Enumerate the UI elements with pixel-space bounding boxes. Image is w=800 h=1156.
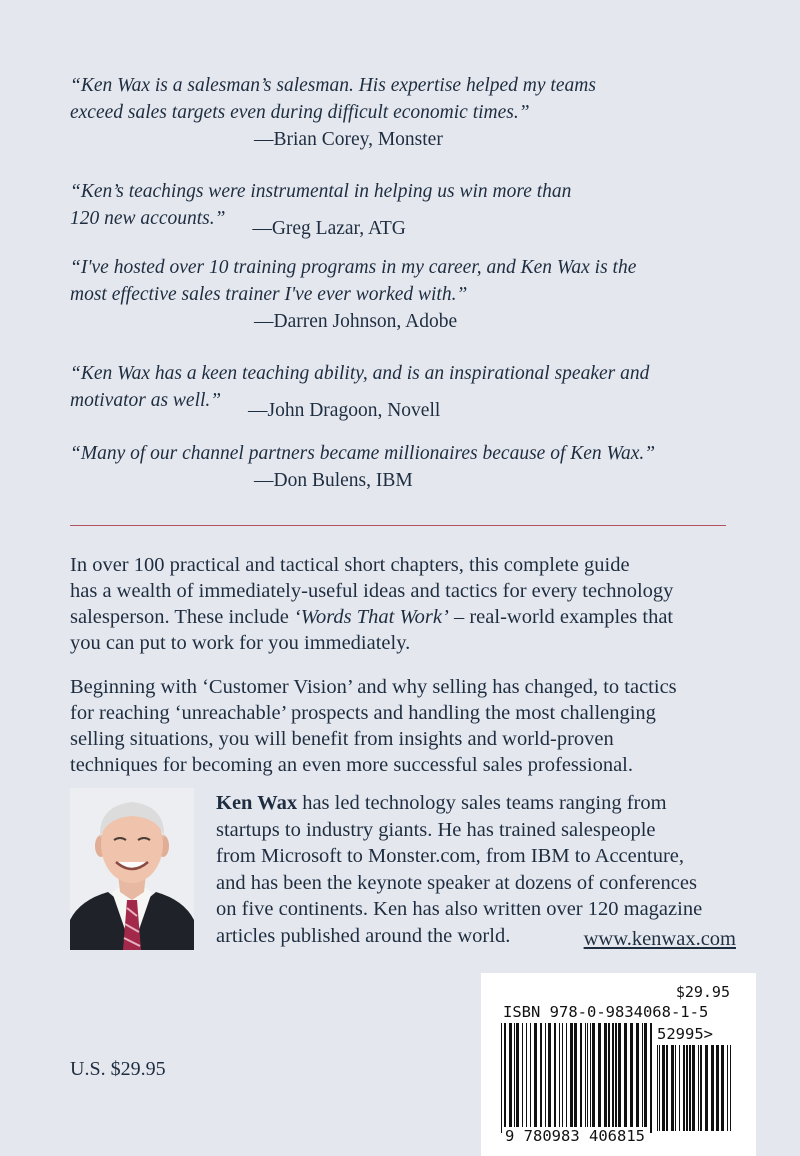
barcode-bar (587, 1023, 588, 1133)
testimonial (70, 254, 730, 335)
barcode-bar (686, 1045, 688, 1131)
barcode-bar (526, 1023, 527, 1133)
barcode-bar (692, 1045, 695, 1131)
description-paragraph: In over 100 practical and tactical short chapters, this complete guide has a wealth of immediately-useful ideas and tactics for every technology salesperson. These include ‘Words That Work’ – real-world examples that you can put to work for you immediately. (70, 554, 674, 654)
divider (70, 525, 726, 526)
author-name: Ken Wax (216, 792, 298, 814)
barcode-bar (716, 1045, 719, 1131)
quote-text: “Ken’s teachings were instrumental in helping us win more than 120 new accounts.” —Greg Lazar, ATG (70, 178, 730, 232)
barcode-bar (711, 1045, 714, 1131)
barcode-price: $29.95 (675, 983, 730, 1001)
barcode-bar (698, 1045, 699, 1131)
testimonial (70, 360, 730, 421)
barcode-bar (705, 1045, 708, 1131)
barcode-bar (721, 1045, 724, 1131)
barcode-bar (590, 1023, 591, 1133)
isbn-number: ISBN 978-0-9834068-1-5 (503, 1003, 709, 1021)
barcode-bar (604, 1023, 607, 1133)
barcode-bar (514, 1023, 515, 1133)
barcode-bar (659, 1045, 660, 1131)
testimonial (70, 440, 730, 494)
author-portrait (70, 788, 194, 950)
quote-text: “I've hosted over 10 training programs in my career, and Ken Wax is the most effective sales trainer I've ever worked with.” (70, 257, 637, 305)
barcode-bar (612, 1023, 614, 1133)
barcode-bar (689, 1045, 691, 1131)
barcode-digits: 9 780983 406815 (505, 1127, 645, 1145)
barcode-bar (509, 1023, 512, 1133)
barcode-bar (644, 1023, 647, 1133)
barcode-bar (559, 1023, 560, 1133)
barcode-bar (504, 1023, 506, 1133)
barcode-bar (522, 1023, 523, 1133)
testimonial (70, 178, 730, 239)
barcode-bar (608, 1023, 610, 1133)
barcode-bar (554, 1023, 556, 1133)
barcode-bar (548, 1023, 551, 1133)
barcode-bar (662, 1045, 665, 1131)
author-photo (70, 788, 194, 950)
barcode-bar (545, 1023, 546, 1133)
barcode-bar (585, 1023, 586, 1133)
barcode-bar (580, 1023, 582, 1133)
quote-attribution: —John Dragoon, Novell (248, 400, 441, 421)
barcode-bar (574, 1023, 577, 1133)
description-paragraph: Beginning with ‘Customer Vision’ and why selling has changed, to tactics for reaching ‘unreachable’ prospects and handling the most challenging selling situations, you will benefit from insights and world-proven techniques for becoming an even more successful sales professional. (70, 676, 677, 776)
barcode-bar (598, 1023, 601, 1133)
barcode-bar (700, 1045, 702, 1131)
barcode-bar (730, 1045, 731, 1131)
quote-text: “Many of our channel partners became millionaires because of Ken Wax.” (70, 443, 656, 464)
barcode-bar (727, 1045, 728, 1131)
quote-text: “Ken Wax is a salesman’s salesman. His expertise helped my teams exceed sales targets even during difficult economic times.” (70, 75, 596, 123)
barcode-bar (592, 1023, 595, 1133)
barcode-bar (540, 1023, 542, 1133)
barcode-bar (657, 1045, 658, 1131)
price-supplement-code: 52995> (657, 1025, 713, 1043)
testimonials (70, 72, 730, 519)
quote-attribution: —Brian Corey, Monster (254, 129, 443, 150)
quote-attribution: —Don Bulens, IBM (254, 470, 413, 491)
barcode-bar (562, 1023, 563, 1133)
barcode-bar (683, 1045, 685, 1131)
barcode-bar (534, 1023, 537, 1133)
testimonial (70, 72, 730, 153)
barcode-bar (530, 1023, 531, 1133)
bio-text: Ken Wax has led technology sales teams ranging from startups to industry giants. He has trained salespeople from Microsoft to Monster.com, from IBM to Accenture, and has been the keynote speaker at dozens of conferences on five continents. Ken has also written over 120 magazine articles published around the world. www.kenwax.com (216, 790, 736, 949)
barcode-bar (675, 1045, 676, 1131)
quote-attribution: —Greg Lazar, ATG (252, 218, 406, 239)
barcode-bar (636, 1023, 639, 1133)
barcode-bar (650, 1023, 652, 1133)
barcode-bar (642, 1023, 643, 1133)
barcode-bar (671, 1045, 674, 1131)
ean-barcode (501, 1023, 653, 1135)
supplement-barcode (657, 1045, 735, 1135)
barcode-bar (666, 1045, 668, 1131)
price-label: U.S. $29.95 (70, 1058, 166, 1080)
author-bio (70, 788, 736, 950)
book-description (70, 552, 730, 796)
barcode-bar (566, 1023, 567, 1133)
barcode-bar (618, 1023, 621, 1133)
barcode-bar (615, 1023, 617, 1133)
barcode-bar (624, 1023, 627, 1133)
quote-text: “Ken Wax has a keen teaching ability, and is an inspirational speaker and motivator as well.” —John Dragoon, Novell (70, 360, 730, 414)
barcode-bar (679, 1045, 680, 1131)
author-website-link[interactable]: www.kenwax.com (583, 927, 736, 950)
quote-attribution: —Darren Johnson, Adobe (254, 311, 458, 332)
barcode-bar (516, 1023, 519, 1133)
isbn-barcode (481, 973, 756, 1156)
barcode-bar (501, 1023, 502, 1133)
barcode-bar (570, 1023, 573, 1133)
barcode-bar (630, 1023, 633, 1133)
